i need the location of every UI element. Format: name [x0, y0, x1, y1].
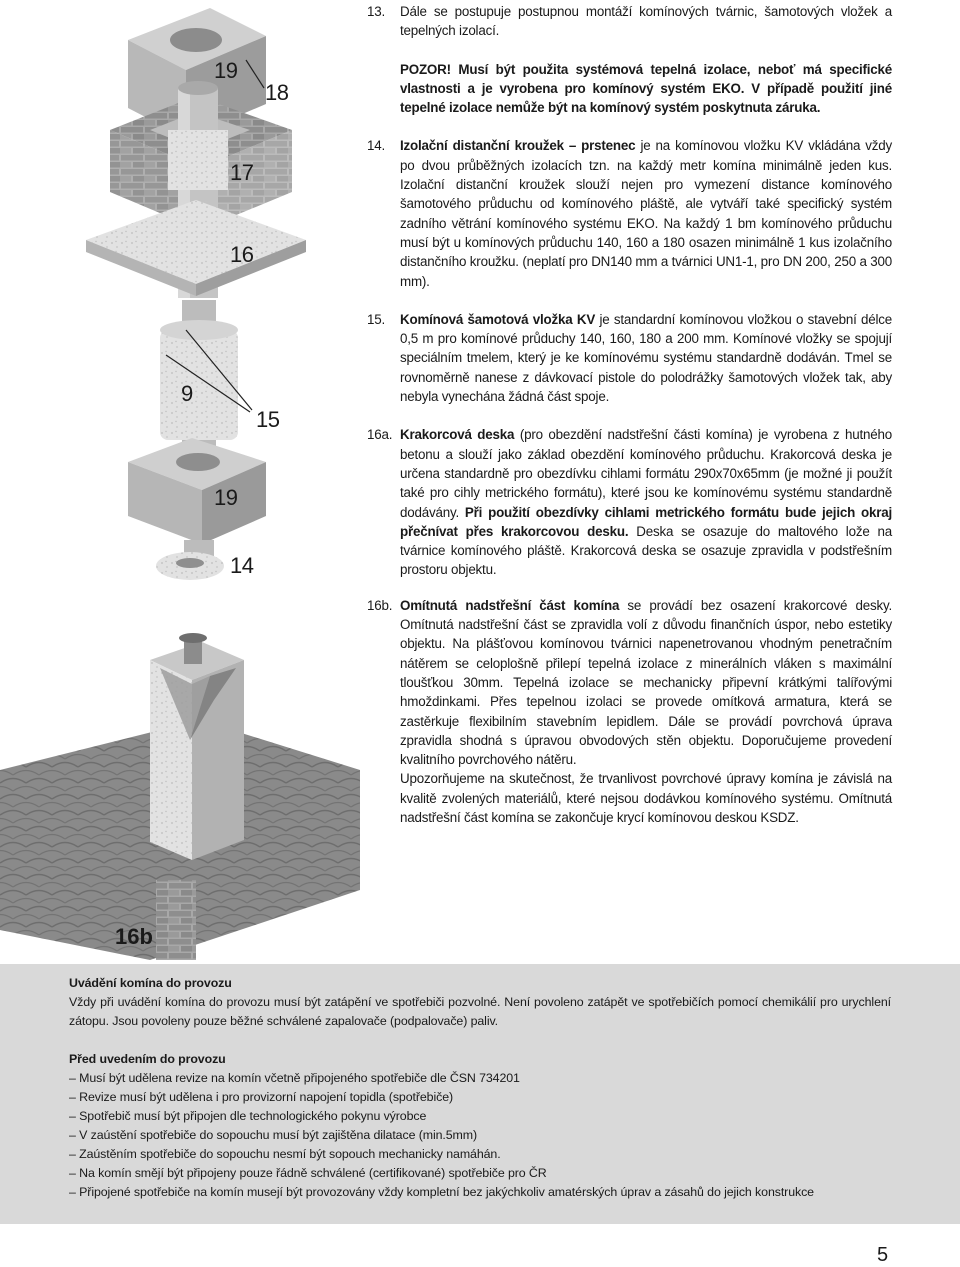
list-item: – Musí být udělena revize na komín včetně připojeného spotřebiče dle ČSN 734201	[69, 1071, 520, 1085]
list-item: – Připojené spotřebiče na komín musejí být provozovány vždy kompletní bez jakýchkoliv amatérských úprav a zásahů do jejich konstrukce	[69, 1185, 814, 1199]
paragraph-15	[367, 310, 892, 406]
instructions-column	[367, 2, 892, 827]
list-item: – Revize musí být udělena i pro provizorní napojení topidla (spotřebiče)	[69, 1090, 454, 1104]
figure-label-16b: 16b	[115, 924, 153, 949]
callout-15: 15	[256, 407, 280, 432]
paragraph-number: 16b.	[367, 597, 393, 613]
corbel-slab	[86, 200, 306, 296]
paragraph-13	[367, 2, 892, 41]
bold-text-run: POZOR! Musí být použita systémová tepelná izolace, neboť má specifické vlastnosti a je vyrobena pro komínový systém EKO. V případě použití jiné tepelné izolace nemůže být na komínový systém poskytnuta záruka.	[400, 61, 892, 116]
commissioning-text: Vždy při uvádění komína do provozu musí být zatápění ve spotřebiči pozvolné. Není povoleno zatápět ve spotřebičích pomocí chemikálií pro urychlení zátopu. Jsou povoleny pouze běžné schválené zapalovače (podpalovače) paliv.	[69, 995, 891, 1028]
paragraph-number: 14.	[367, 138, 386, 154]
callout-19-top: 19	[214, 58, 238, 83]
bold-text-run: Komínová šamotová vložka KV	[400, 311, 596, 327]
text-run: Deska se osazuje do maltového lože na tvárnice komínového pláště. Krakorcová deska se osazuje zpravidla v podstřešním prostoru objektu.	[400, 523, 892, 578]
callout-14: 14	[230, 553, 254, 578]
callout-18: 18	[265, 80, 289, 105]
chimney-assembly-illustration	[0, 0, 360, 960]
paragraph-number: 15.	[367, 311, 386, 327]
paragraph-number: 16a.	[367, 427, 393, 443]
list-item: – V zaústění spotřebiče do sopouchu musí být zajištěna dilatace (min.5mm)	[69, 1128, 477, 1142]
pre-commissioning-list	[69, 1069, 891, 1202]
commissioning-heading: Uvádění komína do provozu	[69, 976, 232, 990]
page-number: 5	[877, 1244, 889, 1266]
lower-chimney-block	[128, 438, 266, 544]
list-item: – Zaústěním spotřebiče do sopouchu nesmí být sopouch mechanicky namáhán.	[69, 1147, 501, 1161]
bold-text-run: Krakorcová deska	[400, 427, 515, 443]
bold-text-run: Omítnutá nadstřešní část komína	[400, 597, 620, 613]
bold-text-run: Při použití obezdívky cihlami metrického formátu bude jejich okraj přečnívat přes krakorcovou desku.	[400, 504, 892, 539]
pre-commissioning-heading: Před uvedením do provozu	[69, 1052, 226, 1066]
paragraph-note-6	[367, 769, 892, 827]
text-run: se provádí bez osazení krakorcové desky. Omítnutá nadstřešní část se zpravidla volí z důvodu finančních úspor, nebo estetiky objektu. Na plášťovou komínovou tvárnici napenetrovanou vhodným penetračním nátěrem se celoplošně přilepí tepelná izolace z minerálních vláken s maximální tloušťkou 30mm. Tepelná izolace se mechanicky připevní krátkými talířovými hmoždinkami. Přes tepelnou izolaci se provede omítková armatura, která se zastěrkuje flexibilním stavebním lepidlem. Dále se provádí povrchová úprava zpravidla shodná s úpravou obvodových stěn objektu. Doporučujeme provedení kvalitního povrchového nátěru.	[400, 597, 892, 768]
spacer-ring	[156, 540, 224, 580]
text-run: Dále se postupuje postupnou montáží komínových tvárnic, šamotových vložek a tepelných izolací.	[400, 4, 892, 39]
callout-9: 9	[181, 381, 193, 406]
paragraph-note-1	[367, 60, 892, 118]
list-item: – Spotřebič musí být připojen dle technologického pokynu výrobce	[69, 1109, 427, 1123]
paragraph-16a	[367, 425, 892, 579]
text-run: je na komínovou vložku KV vkládána vždy po dvou průběžných izolacích tzn. na každý metr komína minimálně jeden kus. Izolační distanční kroužek slouží nejen pro vymezení distance komínového šamotového průduchu od komínového pláště, ale vytváří také specifický systém zadního větrání komínového systému EKO. Na každý 1 bm komínového průduchu musí být u komínových průduchu 140, 160 a 180 osazen minimálně 1 kus izolačního distančního kroužku. (neplatí pro DN140 mm a tvárnici UN1-1, pro DN 200, 250 a 300 mm).	[400, 138, 892, 289]
callout-17: 17	[230, 160, 254, 185]
text-run: (pro obezdění nadstřešní části komína) je vyrobena z hutného betonu a slouží jako základ obezdění komínového průduchu. Krakorcová deska je určena standardně pro obezdívku cihlami formátu 290x70x65mm (je možné ji použít také pro cihly metrického formátu), které jsou ke komínovému systému standardně dodávány.	[400, 427, 893, 520]
callout-19-bottom: 19	[214, 485, 238, 510]
text-run: je standardní komínovou vložkou o stavební délce 0,5 m pro komínové průduchy 140, 160, 180 a 200 mm. Komínové vložky se spojují speciálním tmelem, který je ke komínovému systému standardně dodáván. Tmel se rovnoměrně nanese z dávkovací pistole do polodrážky šamotových vložek tak, aby nebyla vynechána žádná část spoje.	[400, 311, 892, 405]
commissioning-info-box	[0, 964, 960, 1224]
paragraph-16b	[367, 596, 892, 770]
callout-16: 16	[230, 242, 254, 267]
bold-text-run: Izolační distanční kroužek – prstenec	[400, 138, 636, 154]
paragraph-14	[367, 136, 892, 290]
paragraph-number: 13.	[367, 4, 386, 19]
list-item: – Na komín smějí být připojeny pouze řádně schválené (certifikované) spotřebiče pro ČR	[69, 1166, 547, 1180]
text-run: Upozorňujeme na skutečnost, že trvanlivost povrchové úpravy komína je závislá na kvalitě zvolených materiálů, které nejsou dodávkou komínového systému. Omítnutá nadstřešní část komína se zakončuje krycí komínovou deskou KSDZ.	[400, 771, 892, 825]
